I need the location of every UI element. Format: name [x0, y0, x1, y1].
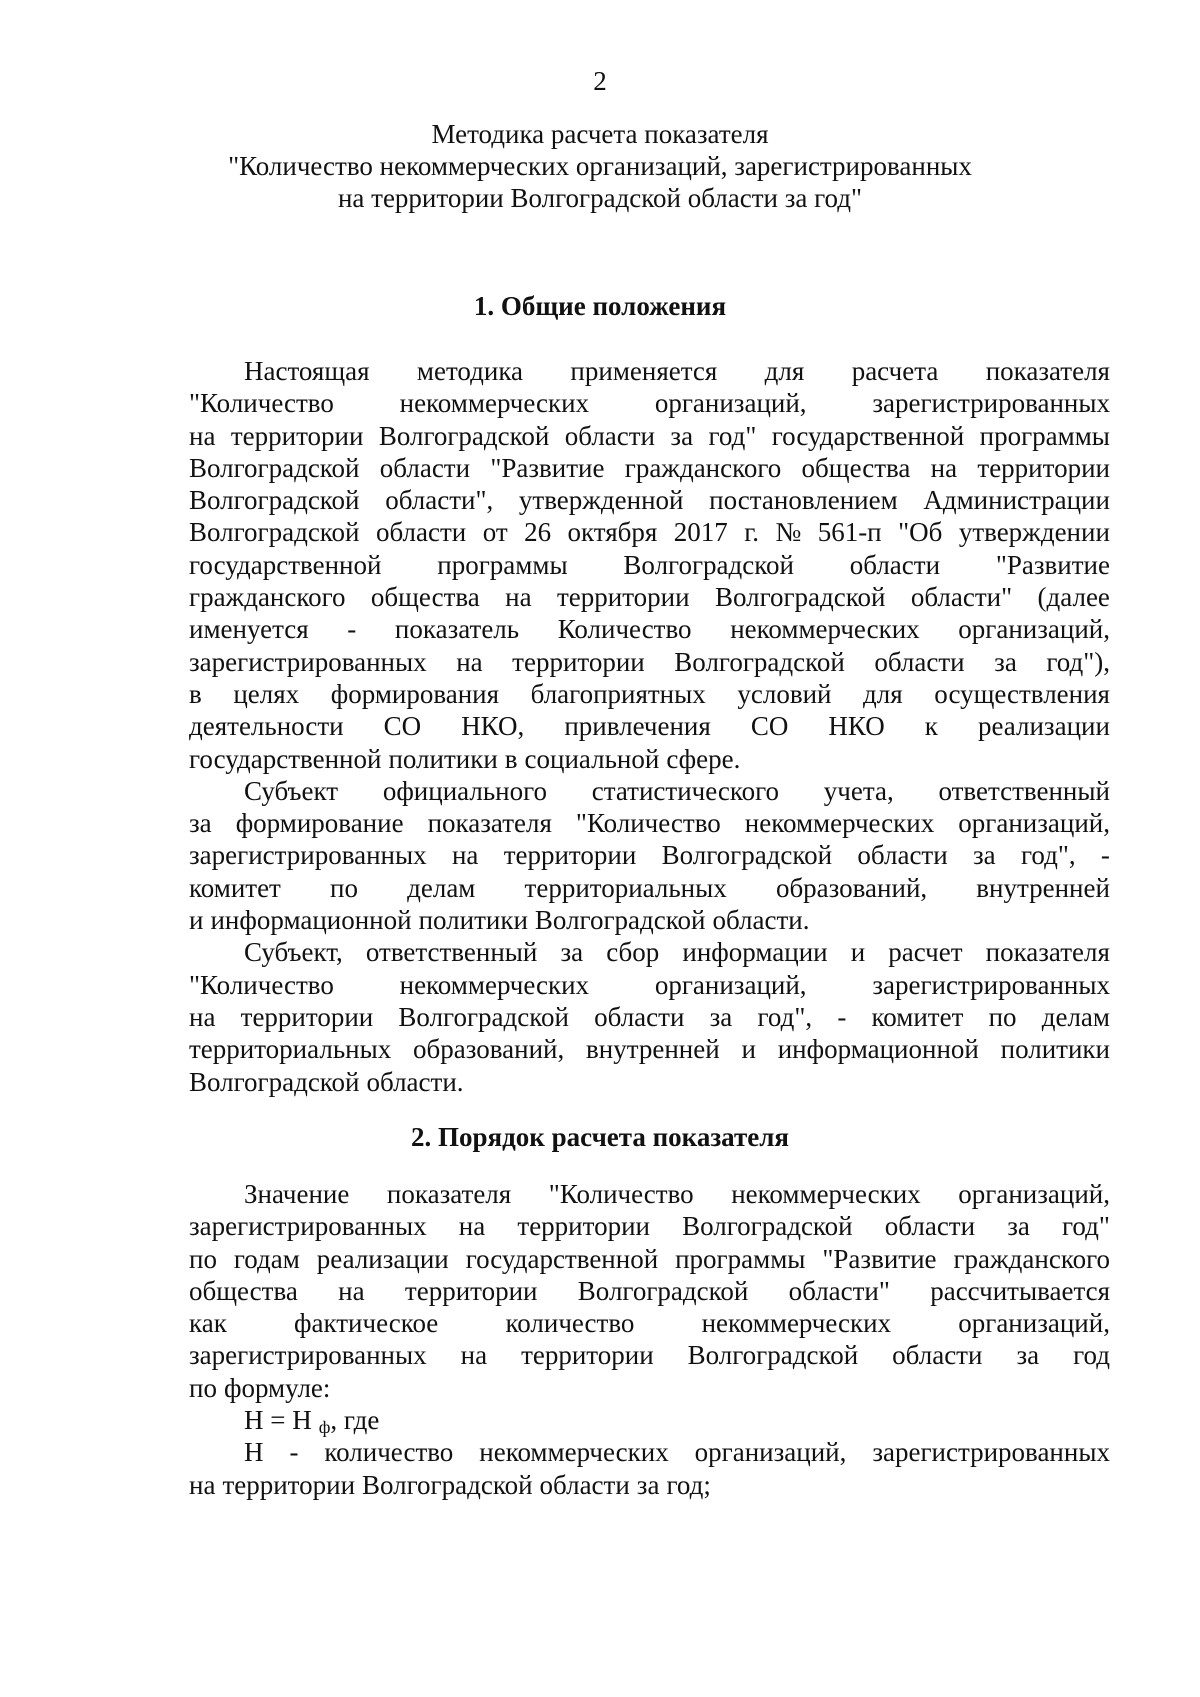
word: по [330, 872, 358, 903]
word: зарегистрированных [872, 969, 1110, 1000]
text-line [189, 516, 1110, 548]
word: организаций, [694, 1437, 847, 1468]
word: информации [682, 937, 828, 968]
word: организаций, [958, 614, 1110, 645]
section-1-body [189, 355, 1110, 1098]
word: территории [517, 1211, 650, 1242]
section-heading-calculation: 2. Порядок расчета показателя [411, 1122, 789, 1152]
word: Настоящая [244, 356, 370, 386]
text-line [189, 1469, 1110, 1501]
section-2-body [189, 1178, 1110, 1501]
word: СО [383, 711, 422, 742]
word: социальной [524, 743, 660, 774]
word: от [482, 517, 508, 548]
text-line [189, 936, 1110, 968]
word: Волгоградской [661, 840, 833, 871]
word: количество [505, 1308, 635, 1339]
word: некоммерческих [744, 808, 935, 839]
word: комитет [189, 872, 281, 903]
word: год; [666, 1469, 711, 1500]
word: год [1073, 1340, 1110, 1371]
word: годам [233, 1243, 300, 1274]
word: применяется [570, 356, 718, 386]
word: на [338, 1275, 365, 1306]
word: области [874, 646, 965, 677]
word: "Развитие [490, 452, 605, 483]
word: и [189, 905, 204, 936]
word: как [189, 1308, 227, 1339]
word: организаций, [654, 388, 807, 419]
word: год" [1062, 1211, 1110, 1242]
word: именуется [189, 614, 309, 645]
word: реализации [316, 1243, 449, 1274]
text-line [189, 1339, 1110, 1371]
formula [244, 1404, 386, 1436]
word: некоммерческих [479, 1437, 669, 1468]
word: внутренней [586, 1034, 720, 1065]
word: Н [244, 1437, 264, 1468]
title-line: на территории Волгоградской области за год" [337, 183, 863, 213]
word: территории [222, 1469, 356, 1500]
word: условий [737, 678, 832, 709]
word: организаций, [958, 1308, 1110, 1339]
word: октября [567, 517, 658, 548]
word: за [560, 937, 584, 968]
word: утверждении [958, 517, 1110, 548]
word: показателя [386, 1179, 512, 1209]
word: Волгоградской [674, 646, 845, 677]
word: Количество [557, 614, 692, 645]
word: на [189, 1469, 216, 1500]
word: общества [801, 452, 911, 483]
word: территории [521, 1340, 654, 1371]
text-line [189, 743, 1110, 775]
word: СО [750, 711, 789, 742]
word: области [379, 452, 471, 483]
word: Волгоградской [189, 517, 360, 548]
text-line [189, 355, 1110, 387]
word: фактическое [294, 1308, 439, 1339]
word: привлечения [564, 711, 711, 742]
word: внутренней [976, 872, 1110, 903]
word: зарегистрированных [872, 1437, 1110, 1468]
document-title [150, 118, 1050, 214]
word: гражданского [624, 452, 782, 483]
word: на [189, 1001, 216, 1032]
text-line [189, 613, 1110, 645]
word: за [670, 420, 694, 451]
word: утвержденной [518, 485, 684, 516]
word: области [884, 1211, 976, 1242]
word: государственной [771, 420, 965, 451]
word: целях [233, 678, 300, 709]
formula-line [189, 1404, 1110, 1436]
word: области [892, 1340, 983, 1371]
word: показатель [394, 614, 520, 645]
word: на [460, 1340, 488, 1371]
text-line [189, 710, 1110, 742]
word: 2017 [673, 517, 728, 548]
word: образований, [413, 1034, 565, 1065]
word: некоммерческих [399, 388, 590, 419]
word: территории [404, 1275, 538, 1306]
title-line: Методика расчета показателя [431, 119, 769, 149]
word: ответственный [938, 775, 1110, 806]
word: год", [757, 1001, 813, 1032]
text-line [189, 646, 1110, 678]
word: комитет [871, 1001, 964, 1032]
word: учета, [823, 775, 894, 806]
word: программы [437, 549, 568, 580]
word: в [504, 743, 518, 774]
word: Субъект, [244, 937, 343, 968]
text-line [189, 1178, 1110, 1210]
word: территории [512, 646, 645, 677]
word: некоммерческих [731, 1179, 921, 1209]
word: на [456, 646, 483, 677]
word: территории [556, 582, 690, 613]
word: области", [385, 485, 494, 516]
word: по [189, 1243, 217, 1274]
word: количество [324, 1437, 454, 1468]
text-line [189, 387, 1110, 419]
page-number: 2 [593, 66, 607, 96]
word: области [375, 517, 467, 548]
word: на [451, 840, 479, 871]
word: формирование [235, 808, 404, 839]
word: зарегистрированных [189, 840, 427, 871]
word: государственной [189, 549, 382, 580]
word: показателя [985, 937, 1110, 968]
word: делам [407, 872, 476, 903]
word: показателя [427, 808, 552, 839]
text-line [189, 484, 1110, 516]
word: зарегистрированных [189, 1340, 427, 1371]
word: Значение [244, 1179, 350, 1209]
text-line [189, 420, 1110, 452]
word: Волгоградской [362, 1469, 533, 1500]
word: "Развитие [995, 549, 1110, 580]
word: на [458, 1211, 486, 1242]
word: методика [416, 356, 524, 386]
word: некоммерческих [701, 1308, 892, 1339]
word: Волгоградской [623, 549, 794, 580]
word: Волгоградской [577, 1275, 749, 1306]
word: политики [388, 743, 498, 774]
word: некоммерческих [730, 614, 920, 645]
word: организаций, [958, 1179, 1110, 1209]
word: реализации [977, 711, 1110, 742]
word: Волгоградской [189, 485, 360, 516]
text-line [189, 1307, 1110, 1339]
word: за [973, 840, 996, 871]
word: - [289, 1437, 299, 1468]
word: гражданского [953, 1243, 1110, 1274]
word: постановлением [709, 485, 898, 516]
text-line [189, 775, 1110, 807]
word: "Количество [189, 388, 334, 419]
word: НКО [828, 711, 885, 742]
text-line [189, 807, 1110, 839]
word: программы [675, 1243, 806, 1274]
text-line [189, 1210, 1110, 1242]
text-line [189, 549, 1110, 581]
word: год", [1020, 840, 1076, 871]
word: - [347, 614, 357, 645]
word: Волгоградской [378, 420, 550, 451]
word: г. [744, 517, 760, 548]
word: для [764, 356, 805, 386]
word: статистического [591, 775, 780, 806]
word: ответственный [365, 937, 538, 968]
word: благоприятных [530, 678, 706, 709]
word: области. [712, 905, 810, 936]
word: деятельности [189, 711, 344, 742]
text-line [189, 872, 1110, 904]
word: на [505, 582, 532, 613]
word: расчета [851, 356, 939, 386]
word: за [994, 646, 1017, 677]
word: территориальных [189, 1034, 392, 1065]
word: Субъект [244, 775, 339, 806]
word: области. [366, 1066, 464, 1097]
word: Волгоградской [189, 1066, 360, 1097]
word: Администрации [923, 485, 1110, 516]
word: 561-п [817, 517, 882, 548]
section-2-paragraph [189, 1178, 1110, 1404]
word: государственной [189, 743, 382, 774]
text-line [189, 1243, 1110, 1275]
word: зарегистрированных [189, 1211, 427, 1242]
word: зарегистрированных [872, 388, 1110, 419]
formula-tail: , где [330, 1405, 380, 1436]
word: территории [503, 840, 637, 871]
word: для [863, 678, 903, 709]
word: организаций, [654, 969, 807, 1000]
word: области" [788, 1275, 890, 1306]
word: области [594, 1001, 685, 1032]
word: "Количество [575, 808, 721, 839]
word: Волгоградской [682, 1211, 853, 1242]
word: области" [910, 582, 1013, 613]
formula-lhs: Н = Н [244, 1405, 312, 1436]
word: - [837, 1001, 847, 1032]
word: государственной [465, 1243, 659, 1274]
word: на [189, 420, 216, 451]
text-line [189, 1001, 1110, 1033]
word: по [988, 1001, 1017, 1032]
word: некоммерческих [399, 969, 590, 1000]
word: к [924, 711, 938, 742]
formula-subscript: ф [318, 1417, 331, 1438]
word: осуществления [934, 678, 1110, 709]
word: "Развитие [822, 1243, 937, 1274]
word: программы [979, 420, 1110, 451]
word: политики [1000, 1034, 1110, 1065]
word: (далее [1037, 582, 1110, 613]
text-line [189, 1436, 1110, 1468]
word: "Количество [189, 969, 334, 1000]
word: области [849, 549, 941, 580]
word: общества [370, 582, 480, 613]
word: Волгоградской [398, 1001, 569, 1032]
word: формуле: [223, 1372, 331, 1403]
word: год" [708, 420, 757, 451]
text-line [189, 1275, 1110, 1307]
word: на [930, 452, 958, 483]
word: - [1100, 840, 1110, 871]
word: по [189, 1372, 217, 1403]
text-line [189, 904, 1110, 936]
word: территориальных [524, 872, 727, 903]
word: за [709, 1001, 733, 1032]
word: за [1007, 1211, 1030, 1242]
text-line [189, 678, 1110, 710]
word: за [189, 808, 212, 839]
word: в [189, 678, 202, 709]
section-heading-general: 1. Общие положения [473, 291, 727, 321]
word: территории [240, 1001, 374, 1032]
text-line [189, 969, 1110, 1001]
word: сфере. [666, 743, 741, 774]
word: "Об [898, 517, 943, 548]
word: области [857, 840, 948, 871]
word: образований, [775, 872, 928, 903]
text-line [189, 581, 1110, 613]
text-line [189, 452, 1110, 484]
word: официального [382, 775, 548, 806]
word: информационной [777, 1034, 979, 1065]
word: формирования [330, 678, 500, 709]
word: № [775, 517, 802, 548]
word: делам [1041, 1001, 1110, 1032]
word: НКО, [461, 711, 525, 742]
word: территории [977, 452, 1110, 483]
word: и [741, 1034, 756, 1065]
word: общества [189, 1275, 298, 1306]
text-line [189, 1372, 1110, 1404]
word: Волгоградской [534, 905, 706, 936]
word: политики [418, 905, 528, 936]
text-line [189, 839, 1110, 871]
formula-definitions [189, 1436, 1110, 1501]
word: зарегистрированных [189, 646, 427, 677]
word: территории [230, 420, 364, 451]
text-line [189, 1066, 1110, 1098]
word: год"), [1046, 646, 1110, 677]
word: Волгоградской [687, 1340, 859, 1371]
word: Волгоградской [714, 582, 886, 613]
word: за [1016, 1340, 1040, 1371]
word: 26 [524, 517, 552, 548]
word: показателя [985, 356, 1110, 386]
word: "Количество [548, 1179, 694, 1209]
word: области [539, 1469, 630, 1500]
word: гражданского [189, 582, 346, 613]
word: расчет [888, 937, 963, 968]
word: области [564, 420, 656, 451]
word: информационной [210, 905, 412, 936]
word: за [636, 1469, 660, 1500]
word: Волгоградской [189, 452, 360, 483]
text-line [189, 1033, 1110, 1065]
title-line: "Количество некоммерческих организаций, зарегистрированных [228, 151, 972, 181]
word: сбор [606, 937, 660, 968]
word: и [850, 937, 866, 968]
word: рассчитывается [930, 1275, 1110, 1306]
word: организаций, [958, 808, 1110, 839]
